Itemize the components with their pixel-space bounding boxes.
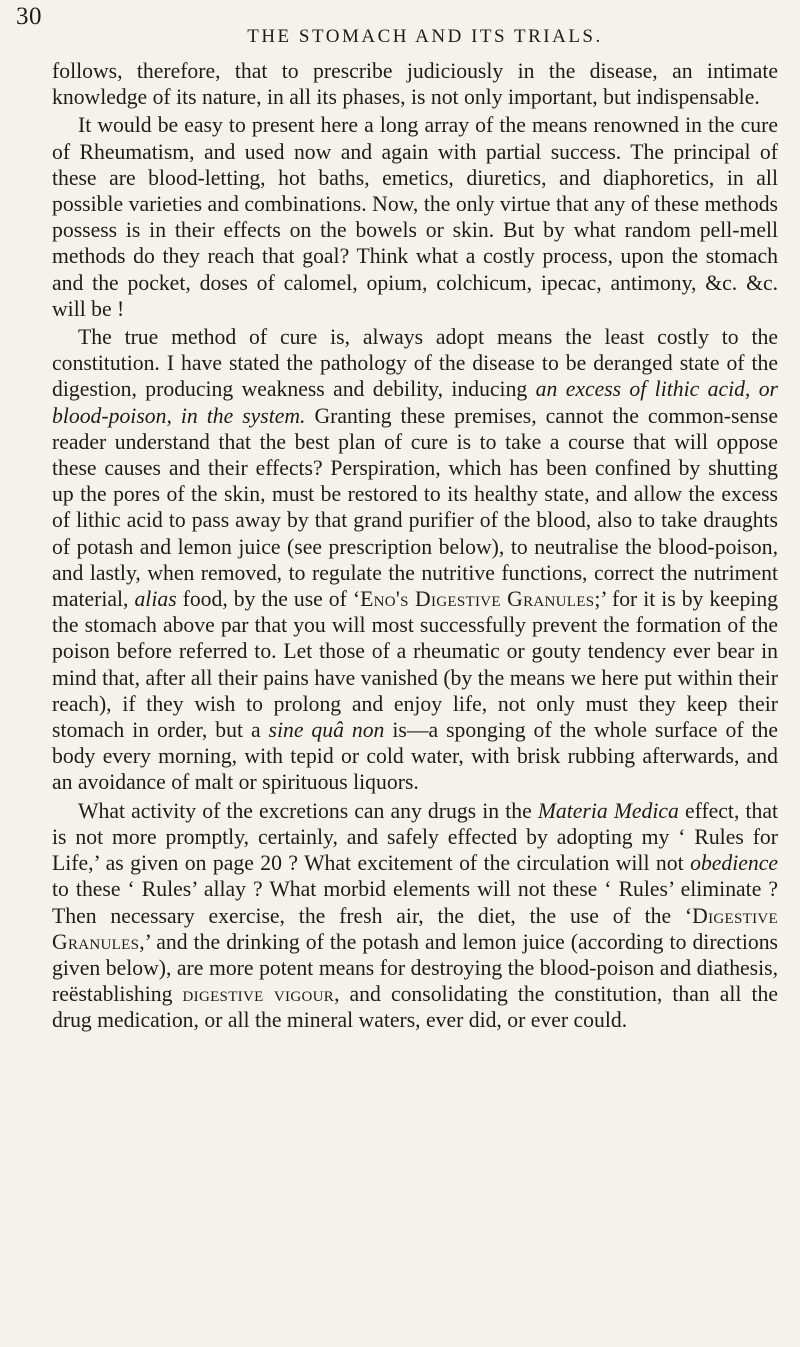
paragraph-text: ,’ and the drinking of the potash and lemon juice (according to directions given below), are more potent means for destroying the blood-poison and diathesis, reëstablishing bbox=[52, 929, 778, 1007]
italic-text: an excess of lithic acid, or blood-poison, in the system. bbox=[52, 377, 779, 428]
paragraph-2 bbox=[52, 112, 778, 322]
small-caps-text: digestive vigour bbox=[182, 982, 335, 1007]
paragraph-text: The true method of cure is, always adopt means the least costly to the constitution. I have stated the pathology of the disease to be deranged state of the digestion, producing weakness and debility, inducing bbox=[52, 325, 778, 402]
paragraph-1 bbox=[52, 58, 778, 110]
paragraph-text: food, by the use of ‘ bbox=[176, 587, 361, 612]
paragraph-3 bbox=[52, 324, 778, 796]
small-caps-text: Digestive Granules bbox=[52, 903, 778, 954]
small-caps-text: Eno's Digestive Granules bbox=[360, 587, 595, 612]
italic-text: obedience bbox=[690, 851, 778, 876]
paragraph-text: to these ‘ Rules’ allay ? What morbid elements will not these ‘ Rules’ eliminate ? Then necessary exercise, the fresh air, the diet, the use of the ‘ bbox=[52, 877, 778, 928]
paragraph-text: effect, that is not more promptly, certainly, and safely effected by adopting my ‘ Rules for Life,’ as given on page 20 ? What excitement of the circulation will not bbox=[52, 798, 779, 876]
page-header bbox=[16, 0, 778, 58]
italic-text: sine quâ non bbox=[268, 718, 385, 743]
italic-text: Materia Medica bbox=[537, 798, 679, 823]
page-number: 30 bbox=[16, 3, 42, 30]
body-text bbox=[52, 58, 778, 1034]
paragraph-text: Granting these premises, cannot the common-sense reader understand that the best plan of cure is to take a course that will oppose these causes and their effects? Perspiration, which has been confined by shutting up the pores of the skin, must be restored to its healthy state, and allow the excess of lithic acid to pass away by that grand purifier of the blood, also to take draughts of potash and lemon juice (see prescription below), to neutralise the blood-poison, and lastly, when removed, to regulate the nutritive functions, correct the nutriment material, bbox=[52, 403, 778, 612]
running-head: THE STOMACH AND ITS TRIALS. bbox=[247, 26, 603, 47]
paragraph-text: What activity of the excretions can any drugs in the bbox=[78, 798, 538, 823]
paragraph-text: It would be easy to present here a long array of the means renowned in the cure of Rheumatism, and used now and again with partial success. The principal of these are blood-letting, hot baths, emetics, diuretics, and diaphoretics, in all possible varieties and combinations. Now, the only virtue that any of these methods possess is in their effects on the bowels or skin. But by what random pell-mell methods do they reach that goal? Think what a costly process, upon the stomach and the pocket, doses of calomel, opium, colchicum, ipecac, antimony, &c. &c. will be ! bbox=[52, 113, 778, 321]
paragraph-text: ;’ for it is by keeping the stomach above par that you will most successfully prevent the formation of the poison before referred to. Let those of a rheumatic or gouty tendency ever bear in mind that, after all their pains have vanished (by the means we here put within their reach), if they wish to prolong and enjoy life, not only must they keep their stomach in order, but a bbox=[52, 587, 779, 743]
paragraph-text: is—a sponging of the whole surface of the body every morning, with tepid or cold water, with brisk rubbing afterwards, and an avoidance of malt or spirituous liquors. bbox=[52, 718, 778, 795]
italic-text: alias bbox=[134, 587, 177, 612]
paragraph-4 bbox=[52, 798, 778, 1034]
book-page bbox=[16, 0, 779, 1347]
paragraph-text: follows, therefore, that to prescribe judiciously in the disease, an intimate knowledge of its nature, in all its phases, is not only important, but indispensable. bbox=[52, 59, 778, 110]
paragraph-text: , and consolidating the constitution, than all the drug medication, or all the mineral waters, ever did, or ever could. bbox=[52, 982, 778, 1033]
